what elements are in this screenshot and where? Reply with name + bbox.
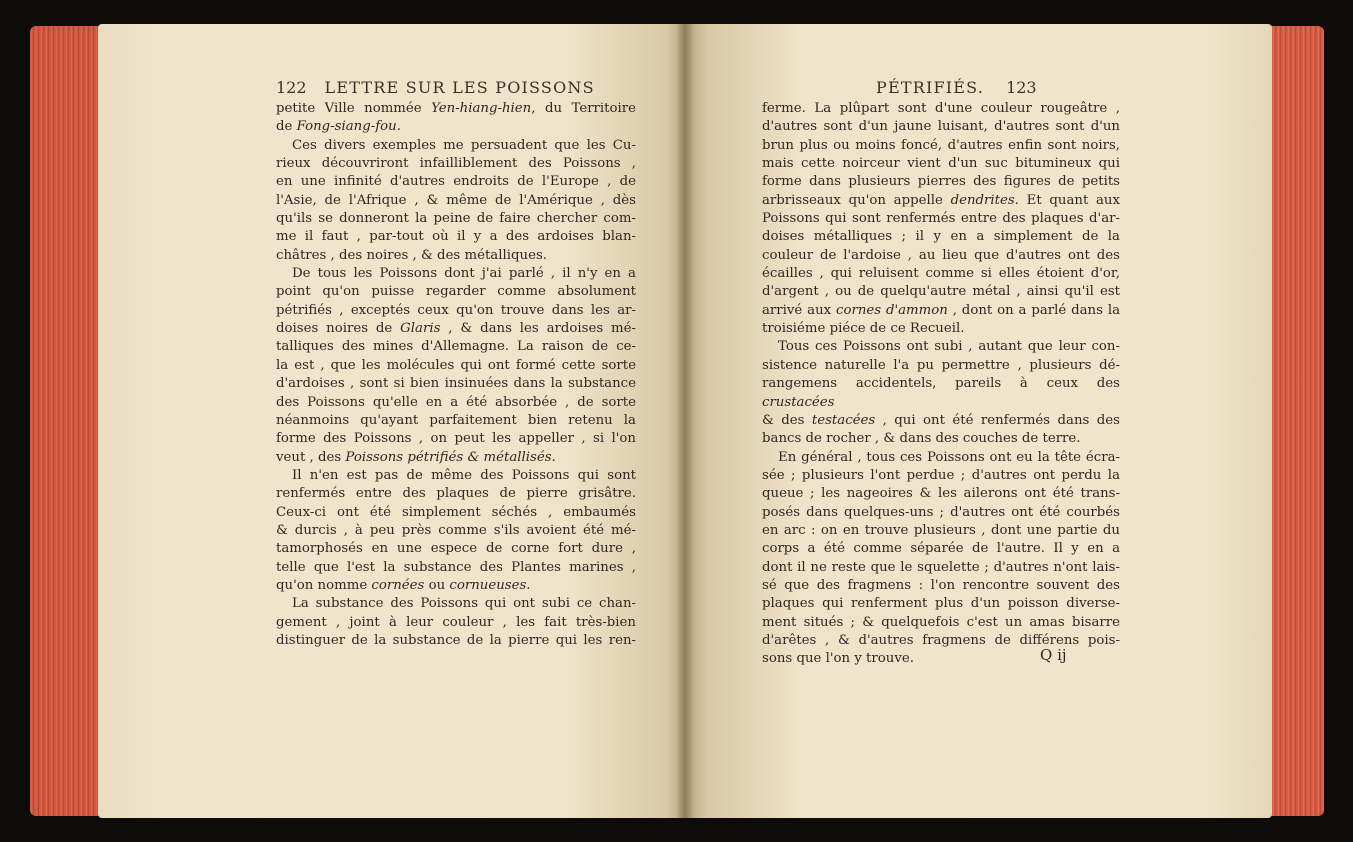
book-gutter — [676, 24, 694, 818]
text-line: tamorphosés en une espece de corne fort dure , — [276, 541, 636, 557]
text-line: sistence naturelle l'a pu permettre , plusieurs dé- — [762, 357, 1120, 373]
text-line: ferme. La plûpart sont d'une couleur rougeâtre , — [762, 101, 1120, 116]
right-page-text — [762, 100, 1120, 669]
text-line: brun plus ou moins foncé, d'autres enfin sont noirs, — [762, 137, 1120, 153]
text-line: néanmoins qu'ayant parfaitement bien retenu la — [276, 412, 636, 428]
text-line: de Fong-siang-fou. — [276, 119, 401, 135]
text-line: d'argent , ou de quelqu'autre métal , ainsi qu'il est — [762, 284, 1120, 300]
text-line: mais cette noirceur vient d'un suc bitumineux qui — [762, 156, 1120, 172]
left-running-head: LETTRE SUR LES POISSONS — [324, 78, 595, 97]
text-line: gement , joint à leur couleur , les fait très-bien — [276, 614, 636, 630]
text-line: ment situés ; & quelquefois c'est un amas bisarre — [762, 614, 1120, 630]
text-line: corps a été comme séparée de l'autre. Il y en a — [762, 541, 1120, 557]
text-line: point qu'on puisse regarder comme absolument — [276, 284, 636, 300]
right-page-number: 123 — [1006, 78, 1037, 97]
text-line: qu'ils se donneront la peine de faire chercher com- — [276, 211, 636, 227]
text-line: Ceux-ci ont été simplement séchés , embaumés — [276, 504, 636, 520]
text-line: arrivé aux cornes d'ammon , dont on a parlé dans la — [762, 302, 1120, 318]
text-line: sée ; plusieurs l'ont perdue ; d'autres ont perdu la — [762, 467, 1120, 483]
text-line: talliques des mines d'Allemagne. La raison de ce- — [276, 339, 636, 355]
text-line: posés dans quelques-uns ; d'autres ont été courbés — [762, 504, 1120, 520]
right-page-header — [876, 78, 1037, 97]
left-page-text — [276, 100, 636, 650]
text-line: Il n'en est pas de même des Poissons qui sont — [292, 467, 636, 483]
signature-mark: Q ij — [1040, 646, 1067, 664]
text-line: sé que des fragmens : l'on rencontre souvent des — [762, 577, 1120, 593]
text-line: La substance des Poissons qui ont subi ce chan- — [292, 596, 636, 612]
text-line: sons que l'on y trouve. — [762, 651, 914, 667]
text-line: doises métalliques ; il y en a simplement de la — [762, 229, 1120, 245]
text-line: distinguer de la substance de la pierre qui les ren- — [276, 632, 636, 648]
text-line: petite Ville nommée Yen-hiang-hien, du Territoire — [276, 101, 636, 116]
text-line: troisiéme piéce de ce Recueil. — [762, 321, 965, 337]
text-line: Tous ces Poissons ont subi , autant que leur con- — [778, 339, 1120, 355]
text-line: me il faut , par-tout où il y a des ardoises blan- — [276, 229, 636, 245]
text-line: en une infinité d'autres endroits de l'Europe , de — [276, 174, 636, 190]
text-line: & des testacées , qui ont été renfermés dans des — [762, 412, 1120, 428]
text-line: renfermés entre des plaques de pierre grisâtre. — [276, 486, 636, 502]
text-line: & durcis , à peu près comme s'ils avoient été mé- — [276, 522, 636, 538]
text-line: veut , des Poissons pétrifiés & métallisés. — [276, 449, 556, 465]
right-running-head: PÉTRIFIÉS. — [876, 78, 985, 97]
text-line: Ces divers exemples me persuadent que les Cu- — [292, 137, 636, 153]
text-line: d'autres sont d'un jaune luisant, d'autres sont d'un — [762, 119, 1120, 135]
text-line: la est , que les molécules qui ont formé cette sorte — [276, 357, 636, 373]
text-line: d'ardoises , sont si bien insinuées dans la substance — [276, 376, 636, 392]
text-line: queue ; les nageoires & les ailerons ont été trans- — [762, 486, 1120, 502]
text-line: écailles , qui reluisent comme si elles étoient d'or, — [762, 266, 1120, 282]
text-line: des Poissons qu'elle en a été absorbée , de sorte — [276, 394, 636, 410]
text-line: telle que l'est la substance des Plantes marines , — [276, 559, 636, 575]
text-line: en arc : on en trouve plusieurs , dont une partie du — [762, 522, 1120, 538]
left-page-header — [276, 78, 595, 97]
text-line: Poissons qui sont renfermés entre des plaques d'ar- — [762, 211, 1120, 227]
text-line: dont il ne reste que le squelette ; d'autres n'ont lais- — [762, 559, 1120, 575]
text-line: bancs de rocher , & dans des couches de terre. — [762, 431, 1081, 447]
text-line: l'Asie, de l'Afrique , & même de l'Amérique , dès — [276, 192, 636, 208]
text-line: De tous les Poissons dont j'ai parlé , il n'y en a — [292, 266, 636, 282]
text-line: forme des Poissons , on peut les appeller , si l'on — [276, 431, 636, 447]
text-line: couleur de l'ardoise , au lieu que d'autres ont des — [762, 247, 1120, 263]
text-line: plaques qui renferment plus d'un poisson diverse- — [762, 596, 1120, 612]
text-line: arbrisseaux qu'on appelle dendrites. Et quant aux — [762, 192, 1120, 208]
text-line: pétrifiés , exceptés ceux qu'on trouve dans les ar- — [276, 302, 636, 318]
text-line: d'arêtes , & d'autres fragmens de différens pois- — [762, 632, 1120, 648]
text-line: rangemens accidentels, pareils à ceux des crustacées — [762, 376, 1120, 410]
text-line: châtres , des noires , & des métalliques. — [276, 247, 547, 263]
text-line: doises noires de Glaris , & dans les ardoises mé- — [276, 321, 636, 337]
text-line: rieux découvriront infailliblement des Poissons , — [276, 156, 636, 172]
text-line: qu'on nomme cornées ou cornueuses. — [276, 577, 531, 593]
text-line: En général , tous ces Poissons ont eu la tête écra- — [778, 449, 1120, 465]
text-line: forme dans plusieurs pierres des figures de petits — [762, 174, 1120, 190]
left-page-number: 122 — [276, 78, 307, 97]
